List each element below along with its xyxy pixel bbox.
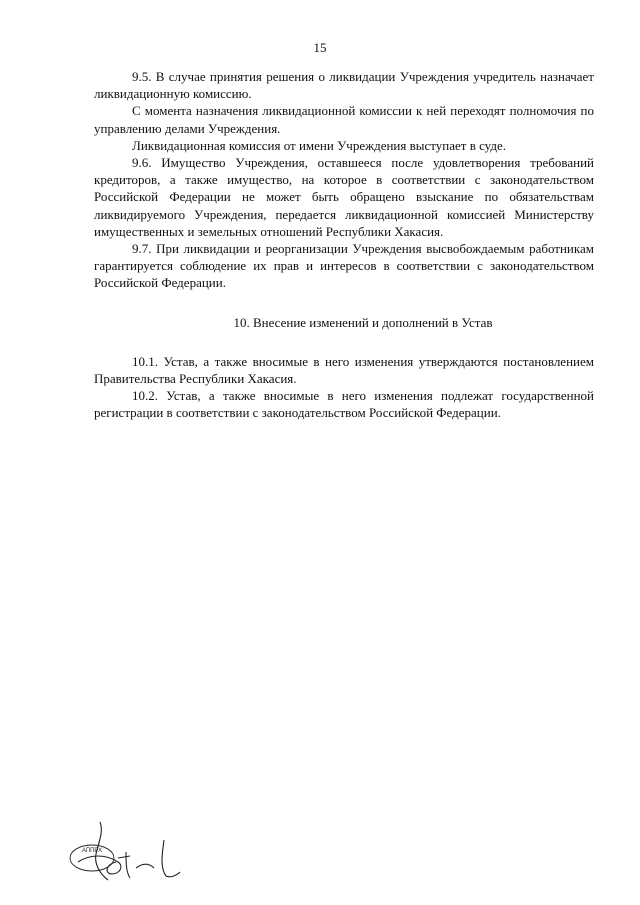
- paragraph-9-7: 9.7. При ликвидации и реорганизации Учреждения высвобождаемым работникам гарантируется соблюдение их прав и интересов в соответствии с законодательством Российской Федерации.: [94, 241, 594, 291]
- svg-text:АППРХ: АППРХ: [81, 848, 103, 854]
- paragraph-9-5: 9.5. В случае принятия решения о ликвидации Учреждения учредитель назначает ликвидационную комиссию.: [94, 69, 594, 102]
- paragraph-9-6: 9.6. Имущество Учреждения, оставшееся после удовлетворения требований кредиторов, а также имущество, на которое в соответствии с законодательством Российской Федерации не может быть обращено взыскание по обязательствам ликвидируемого Учреждения, передается ликвидационной комиссией Министерству имущественных и земельных отношений Республики Хакасия.: [94, 155, 594, 239]
- document-body: [94, 68, 594, 422]
- initials-stamp: [60, 818, 190, 888]
- paragraph-10-2: 10.2. Устав, а также вносимые в него изменения подлежат государственной регистрации в соответствии с законодательством Российской Федерации.: [94, 388, 594, 421]
- section-10-heading: 10. Внесение изменений и дополнений в Устав: [233, 314, 493, 330]
- paragraph-10-1: 10.1. Устав, а также вносимые в него изменения утверждаются постановлением Правительства Республики Хакасия.: [94, 353, 594, 387]
- paragraph-9-5-court: Ликвидационная комиссия от имени Учреждения выступает в суде.: [132, 137, 506, 153]
- page-number: 15: [313, 40, 327, 55]
- paragraph-9-5-commission: С момента назначения ликвидационной комиссии к ней переходят полномочия по управлению делами Учреждения.: [94, 103, 594, 136]
